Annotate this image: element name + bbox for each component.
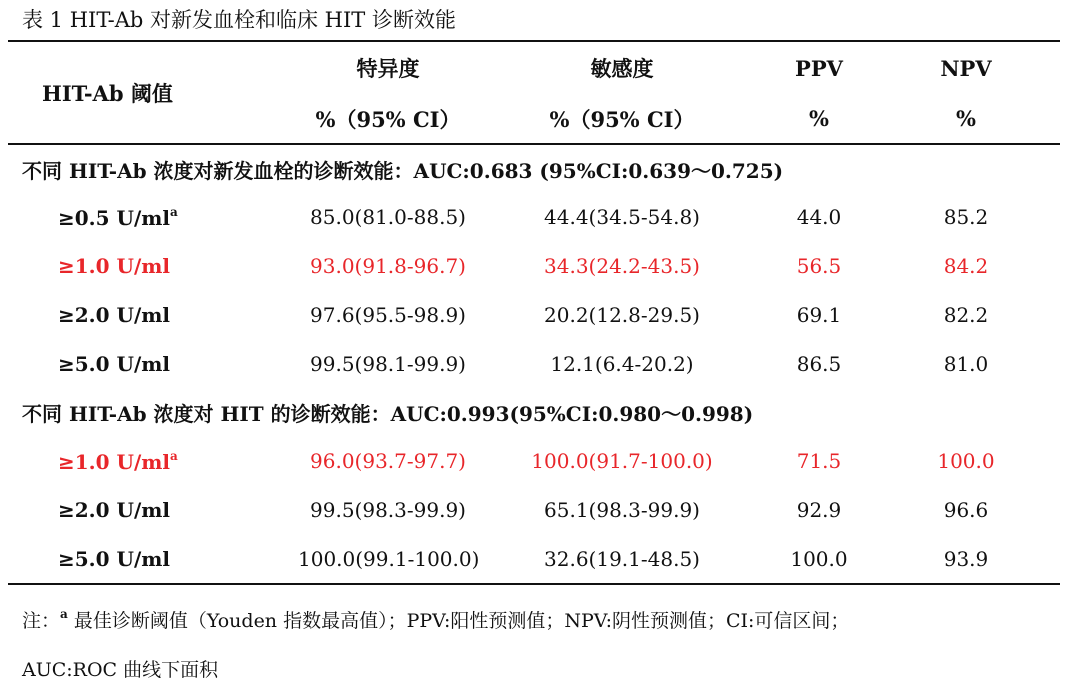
header-npv: NPV	[940, 55, 992, 81]
threshold-cell	[8, 437, 298, 486]
note-prefix: 注：	[22, 610, 61, 632]
specificity-cell: 100.0(99.1-100.0)	[298, 534, 478, 584]
threshold-label: ≥5.0 U/ml	[58, 352, 171, 377]
ppv-cell: 86.5	[796, 352, 842, 377]
threshold-cell	[8, 340, 298, 389]
table-row	[8, 242, 1060, 291]
threshold-label: ≥2.0 U/ml	[58, 303, 171, 328]
section-title-hit: 不同 HIT-Ab 浓度对 HIT 的诊断效能：AUC:0.993(95%CI:0.980～0.998)	[22, 402, 754, 427]
note-line-2: AUC:ROC 曲线下面积	[22, 659, 219, 681]
specificity-cell: 85.0(81.0-88.5)	[310, 205, 466, 230]
table-body	[8, 144, 1060, 584]
sensitivity-cell: 20.2(12.8-29.5)	[544, 303, 700, 328]
specificity-cell: 97.6(95.5-98.9)	[310, 303, 466, 328]
threshold-cell	[8, 242, 298, 291]
header-threshold: HIT-Ab 阈值	[42, 80, 173, 106]
npv-cell: 84.2	[943, 254, 989, 279]
specificity-cell: 93.0(91.8-96.7)	[310, 254, 466, 279]
ppv-cell: 100.0	[766, 534, 872, 584]
specificity-cell: 99.5(98.3-99.9)	[310, 497, 466, 522]
threshold-label: ≥5.0 U/ml	[58, 546, 171, 571]
note-superscript: a	[60, 607, 68, 621]
threshold-label: ≥1.0 U/ml	[58, 449, 171, 474]
threshold-superscript: a	[170, 204, 178, 219]
ppv-cell: 44.0	[796, 205, 842, 230]
section-row-thrombosis	[8, 144, 1060, 193]
ppv-cell: 92.9	[796, 497, 842, 522]
ppv-cell: 71.5	[796, 449, 842, 473]
note-line-1	[22, 590, 849, 646]
header-specificity-unit: %（95% CI）	[315, 106, 461, 132]
npv-cell: 81.0	[943, 352, 989, 377]
header-ppv: PPV	[795, 55, 843, 81]
header-npv-unit: %	[956, 106, 976, 131]
threshold-label: ≥0.5 U/ml	[58, 205, 171, 230]
table-notes	[22, 590, 849, 695]
header-sensitivity: 敏感度	[590, 56, 654, 81]
section-row-hit	[8, 389, 1060, 437]
ppv-cell: 56.5	[796, 254, 842, 279]
specificity-cell: 99.5(98.1-99.9)	[310, 352, 466, 377]
sensitivity-cell: 12.1(6.4-20.2)	[550, 352, 694, 377]
npv-cell: 85.2	[943, 205, 989, 230]
table-row	[8, 193, 1060, 242]
table-caption: 表 1 HIT-Ab 对新发血栓和临床 HIT 诊断效能	[22, 8, 456, 32]
note-text: 最佳诊断阈值（Youden 指数最高值）；PPV:阳性预测值；NPV:阴性预测值；CI:可信区间；	[67, 610, 850, 632]
threshold-cell	[8, 291, 298, 340]
header-ppv-unit: %	[809, 106, 829, 131]
table-row	[8, 291, 1060, 340]
specificity-cell: 96.0(93.7-97.7)	[310, 449, 466, 473]
header-sensitivity-unit: %（95% CI）	[549, 106, 695, 132]
header-specificity: 特异度	[356, 56, 420, 81]
section-title-thrombosis: 不同 HIT-Ab 浓度对新发血栓的诊断效能：AUC:0.683 (95%CI:0.639～0.725)	[22, 158, 784, 183]
table-row	[8, 340, 1060, 389]
threshold-superscript: a	[170, 448, 178, 463]
npv-cell: 96.6	[943, 497, 989, 522]
sensitivity-cell: 100.0(91.7-100.0)	[531, 449, 713, 473]
sensitivity-cell: 65.1(98.3-99.9)	[544, 497, 700, 522]
sensitivity-cell: 32.6(19.1-48.5)	[478, 534, 766, 584]
sensitivity-cell: 34.3(24.2-43.5)	[544, 254, 700, 279]
diagnostic-table-container	[8, 40, 1060, 585]
diagnostic-efficacy-table	[8, 40, 1060, 585]
npv-cell: 100.0	[937, 449, 995, 473]
threshold-label: ≥2.0 U/ml	[58, 497, 171, 522]
table-row	[8, 485, 1060, 534]
npv-cell: 82.2	[943, 303, 989, 328]
table-row	[8, 534, 1060, 584]
npv-cell: 93.9	[872, 534, 1060, 584]
threshold-cell	[8, 534, 298, 584]
ppv-cell: 69.1	[796, 303, 842, 328]
table-row	[8, 437, 1060, 486]
threshold-cell	[8, 193, 298, 242]
sensitivity-cell: 44.4(34.5-54.8)	[544, 205, 700, 230]
threshold-cell	[8, 485, 298, 534]
threshold-label: ≥1.0 U/ml	[58, 254, 171, 279]
